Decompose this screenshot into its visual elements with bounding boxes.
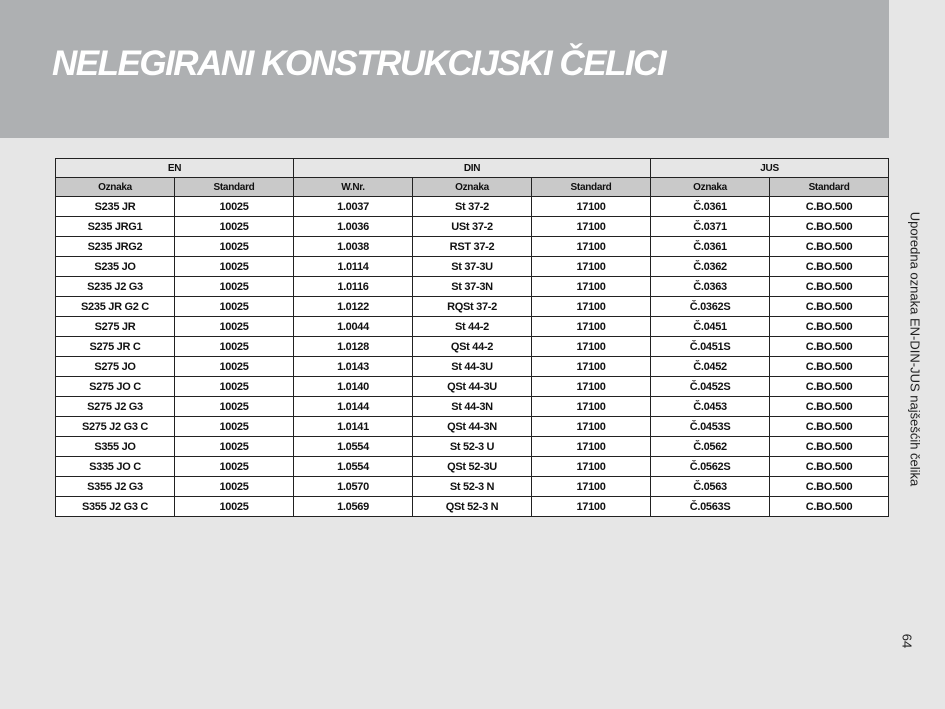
cell-en-oznaka: S235 JRG2 <box>56 237 175 257</box>
table-row <box>56 297 889 317</box>
cell-jus-oznaka: Č.0361 <box>651 237 770 257</box>
cell-din-oznaka: St 52-3 U <box>413 437 532 457</box>
cell-din-wnr: 1.0554 <box>294 437 413 457</box>
cell-en-oznaka: S235 JRG1 <box>56 217 175 237</box>
cell-din-wnr: 1.0038 <box>294 237 413 257</box>
cell-en-oznaka: S275 J2 G3 <box>56 397 175 417</box>
table-row <box>56 337 889 357</box>
table-row <box>56 457 889 477</box>
cell-din-oznaka: St 37-3U <box>413 257 532 277</box>
group-header-jus: JUS <box>651 159 889 178</box>
cell-din-wnr: 1.0141 <box>294 417 413 437</box>
cell-en-standard: 10025 <box>175 257 294 277</box>
column-header-jus-oznaka: Oznaka <box>651 178 770 197</box>
cell-en-oznaka: S335 JO C <box>56 457 175 477</box>
cell-din-wnr: 1.0570 <box>294 477 413 497</box>
cell-jus-standard: C.BO.500 <box>770 477 889 497</box>
cell-jus-standard: C.BO.500 <box>770 417 889 437</box>
cell-en-standard: 10025 <box>175 197 294 217</box>
cell-en-standard: 10025 <box>175 377 294 397</box>
table-row <box>56 277 889 297</box>
cell-en-standard: 10025 <box>175 457 294 477</box>
cell-din-standard: 17100 <box>532 257 651 277</box>
column-header-row <box>56 178 889 197</box>
cell-jus-oznaka: Č.0563 <box>651 477 770 497</box>
cell-din-oznaka: St 44-3N <box>413 397 532 417</box>
cell-din-standard: 17100 <box>532 477 651 497</box>
cell-jus-oznaka: Č.0362S <box>651 297 770 317</box>
cell-en-oznaka: S235 JO <box>56 257 175 277</box>
cell-din-oznaka: QSt 44-2 <box>413 337 532 357</box>
column-header-din-oznaka: Oznaka <box>413 178 532 197</box>
cell-din-standard: 17100 <box>532 437 651 457</box>
column-header-en-oznaka: Oznaka <box>56 178 175 197</box>
cell-jus-standard: C.BO.500 <box>770 497 889 517</box>
cell-din-wnr: 1.0144 <box>294 397 413 417</box>
table-row <box>56 377 889 397</box>
cell-din-wnr: 1.0554 <box>294 457 413 477</box>
cell-en-standard: 10025 <box>175 217 294 237</box>
cell-en-standard: 10025 <box>175 417 294 437</box>
cell-en-standard: 10025 <box>175 477 294 497</box>
steel-comparison-table <box>55 158 889 517</box>
cell-din-standard: 17100 <box>532 277 651 297</box>
cell-jus-standard: C.BO.500 <box>770 377 889 397</box>
cell-jus-standard: C.BO.500 <box>770 297 889 317</box>
cell-en-oznaka: S275 J2 G3 C <box>56 417 175 437</box>
cell-jus-oznaka: Č.0562S <box>651 457 770 477</box>
cell-din-oznaka: St 44-3U <box>413 357 532 377</box>
cell-jus-standard: C.BO.500 <box>770 457 889 477</box>
cell-din-oznaka: QSt 52-3 N <box>413 497 532 517</box>
table-row <box>56 477 889 497</box>
cell-din-oznaka: QSt 52-3U <box>413 457 532 477</box>
cell-din-oznaka: St 37-3N <box>413 277 532 297</box>
table-row <box>56 437 889 457</box>
cell-din-standard: 17100 <box>532 417 651 437</box>
cell-en-oznaka: S355 J2 G3 <box>56 477 175 497</box>
table-row <box>56 317 889 337</box>
cell-din-wnr: 1.0569 <box>294 497 413 517</box>
cell-jus-standard: C.BO.500 <box>770 257 889 277</box>
cell-jus-oznaka: Č.0363 <box>651 277 770 297</box>
cell-en-standard: 10025 <box>175 357 294 377</box>
cell-din-wnr: 1.0122 <box>294 297 413 317</box>
cell-din-standard: 17100 <box>532 237 651 257</box>
cell-jus-oznaka: Č.0361 <box>651 197 770 217</box>
cell-jus-standard: C.BO.500 <box>770 437 889 457</box>
cell-din-standard: 17100 <box>532 377 651 397</box>
table-row <box>56 357 889 377</box>
column-header-din-wnr: W.Nr. <box>294 178 413 197</box>
cell-jus-oznaka: Č.0451 <box>651 317 770 337</box>
cell-din-standard: 17100 <box>532 217 651 237</box>
cell-en-oznaka: S275 JO C <box>56 377 175 397</box>
table-row <box>56 197 889 217</box>
cell-en-standard: 10025 <box>175 437 294 457</box>
cell-din-standard: 17100 <box>532 397 651 417</box>
column-header-jus-standard: Standard <box>770 178 889 197</box>
cell-en-oznaka: S235 JR G2 C <box>56 297 175 317</box>
cell-jus-oznaka: Č.0563S <box>651 497 770 517</box>
column-header-en-standard: Standard <box>175 178 294 197</box>
table-row <box>56 257 889 277</box>
cell-en-oznaka: S355 J2 G3 C <box>56 497 175 517</box>
group-header-row <box>56 159 889 178</box>
cell-en-oznaka: S275 JO <box>56 357 175 377</box>
cell-jus-oznaka: Č.0452S <box>651 377 770 397</box>
cell-din-oznaka: RST 37-2 <box>413 237 532 257</box>
page-number: 64 <box>899 633 915 649</box>
cell-din-oznaka: St 37-2 <box>413 197 532 217</box>
cell-din-oznaka: QSt 44-3N <box>413 417 532 437</box>
cell-en-oznaka: S235 JR <box>56 197 175 217</box>
cell-din-wnr: 1.0116 <box>294 277 413 297</box>
cell-din-wnr: 1.0037 <box>294 197 413 217</box>
cell-en-oznaka: S355 JO <box>56 437 175 457</box>
table-row <box>56 417 889 437</box>
cell-jus-oznaka: Č.0453S <box>651 417 770 437</box>
cell-din-standard: 17100 <box>532 357 651 377</box>
cell-jus-standard: C.BO.500 <box>770 237 889 257</box>
cell-din-wnr: 1.0128 <box>294 337 413 357</box>
side-caption: Uporedna oznaka EN-DIN-JUS najšešćih čelika <box>907 211 923 487</box>
cell-en-standard: 10025 <box>175 317 294 337</box>
cell-din-standard: 17100 <box>532 317 651 337</box>
cell-en-standard: 10025 <box>175 497 294 517</box>
cell-din-standard: 17100 <box>532 457 651 477</box>
cell-jus-standard: C.BO.500 <box>770 397 889 417</box>
cell-jus-oznaka: Č.0371 <box>651 217 770 237</box>
cell-en-oznaka: S275 JR C <box>56 337 175 357</box>
cell-din-standard: 17100 <box>532 497 651 517</box>
table-row <box>56 497 889 517</box>
cell-en-standard: 10025 <box>175 337 294 357</box>
cell-din-wnr: 1.0044 <box>294 317 413 337</box>
cell-din-standard: 17100 <box>532 337 651 357</box>
cell-din-oznaka: USt 37-2 <box>413 217 532 237</box>
table-body <box>56 197 889 517</box>
cell-din-wnr: 1.0143 <box>294 357 413 377</box>
table-row <box>56 397 889 417</box>
cell-din-standard: 17100 <box>532 297 651 317</box>
cell-jus-oznaka: Č.0453 <box>651 397 770 417</box>
cell-en-standard: 10025 <box>175 277 294 297</box>
cell-din-wnr: 1.0036 <box>294 217 413 237</box>
page-title: NELEGIRANI KONSTRUKCIJSKI ČELICI <box>52 44 666 83</box>
cell-din-standard: 17100 <box>532 197 651 217</box>
column-header-din-standard: Standard <box>532 178 651 197</box>
cell-jus-oznaka: Č.0452 <box>651 357 770 377</box>
cell-din-oznaka: RQSt 37-2 <box>413 297 532 317</box>
cell-jus-oznaka: Č.0362 <box>651 257 770 277</box>
cell-en-standard: 10025 <box>175 297 294 317</box>
group-header-din: DIN <box>294 159 651 178</box>
cell-jus-standard: C.BO.500 <box>770 337 889 357</box>
cell-din-wnr: 1.0114 <box>294 257 413 277</box>
cell-jus-standard: C.BO.500 <box>770 357 889 377</box>
cell-jus-standard: C.BO.500 <box>770 277 889 297</box>
group-header-en: EN <box>56 159 294 178</box>
cell-en-oznaka: S275 JR <box>56 317 175 337</box>
cell-jus-oznaka: Č.0451S <box>651 337 770 357</box>
table-row <box>56 237 889 257</box>
table-row <box>56 217 889 237</box>
cell-din-oznaka: QSt 44-3U <box>413 377 532 397</box>
cell-jus-oznaka: Č.0562 <box>651 437 770 457</box>
cell-jus-standard: C.BO.500 <box>770 317 889 337</box>
cell-jus-standard: C.BO.500 <box>770 217 889 237</box>
cell-din-wnr: 1.0140 <box>294 377 413 397</box>
cell-en-standard: 10025 <box>175 397 294 417</box>
cell-en-standard: 10025 <box>175 237 294 257</box>
cell-din-oznaka: St 44-2 <box>413 317 532 337</box>
cell-en-oznaka: S235 J2 G3 <box>56 277 175 297</box>
cell-din-oznaka: St 52-3 N <box>413 477 532 497</box>
cell-jus-standard: C.BO.500 <box>770 197 889 217</box>
